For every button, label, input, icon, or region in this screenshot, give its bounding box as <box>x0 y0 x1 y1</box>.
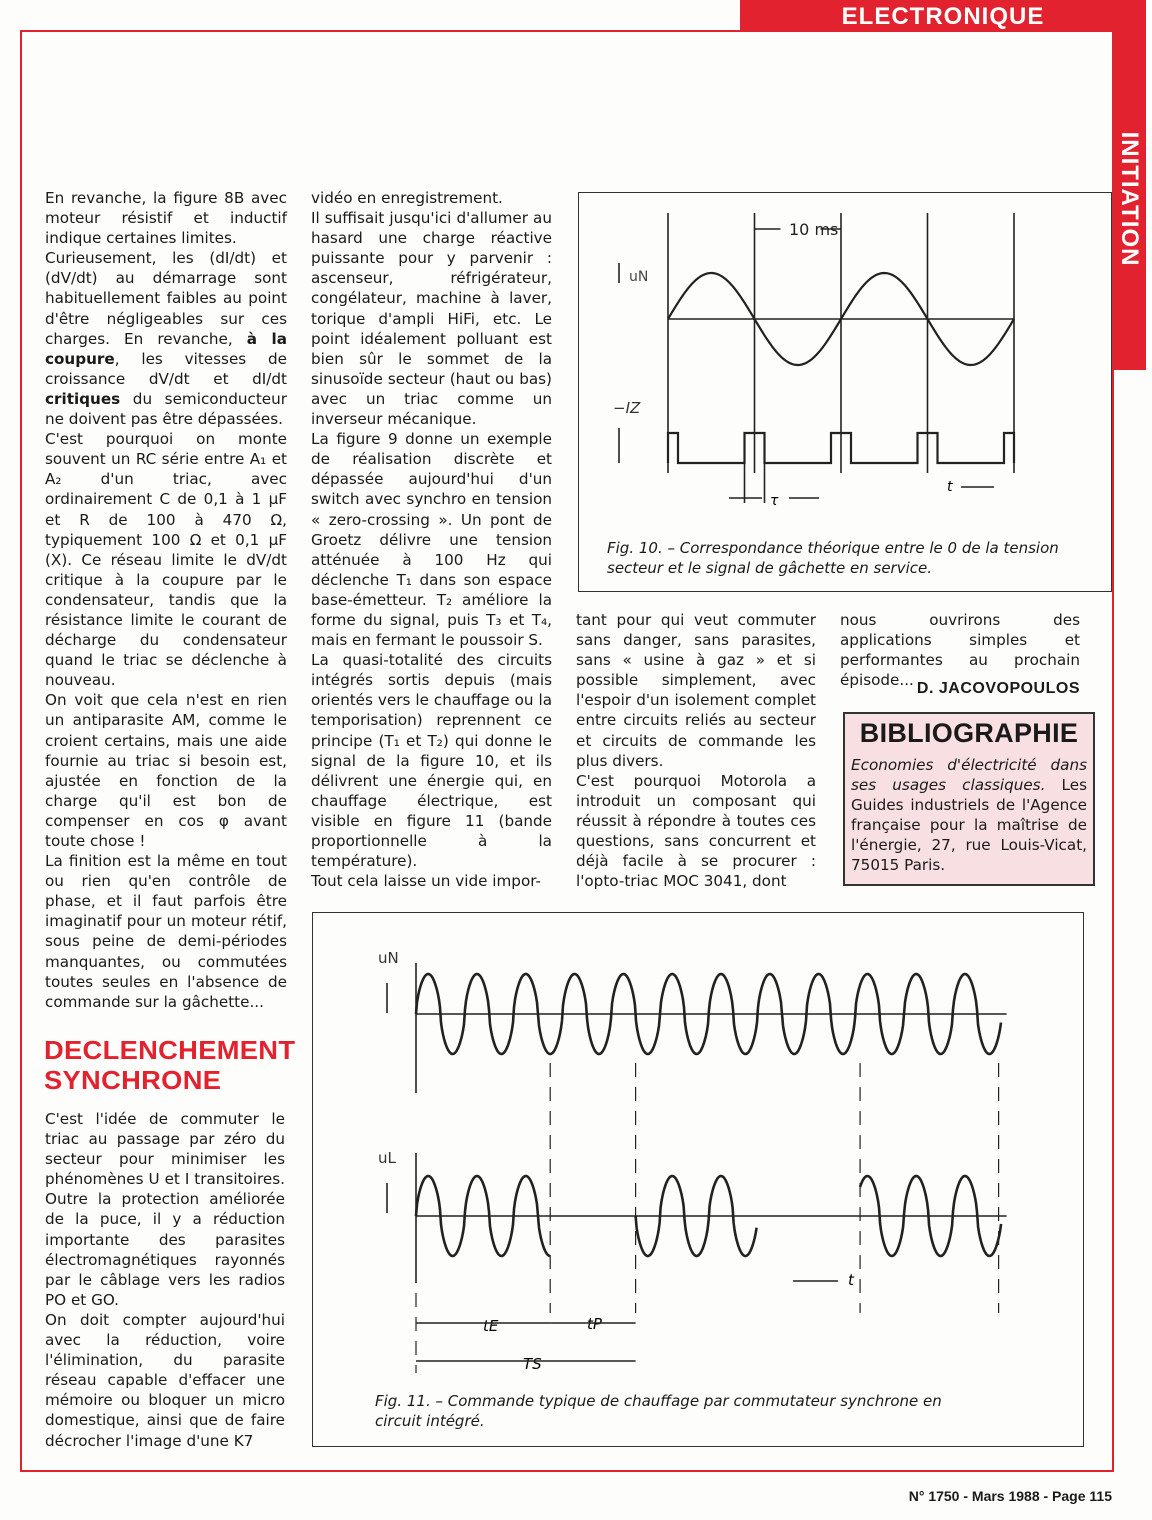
column-3 <box>576 610 816 891</box>
column-2 <box>311 188 552 891</box>
period-label: 10 ms <box>789 220 839 239</box>
paragraph: La finition est la même en tout ou rien qu'en contrôle de phase, et il faut parfois être imaginatif pour un moteur rétif, sous peine de demi-périodes manquantes, ou commutées toutes seules en l'absence de commande sur la gâchette... <box>45 852 287 1011</box>
paragraph: La quasi-totalité des circuits intégrés sortis depuis (mais orientés vers le chauffage ou la temporisation) reprennent ce principe (T₁ et T₂) qui donne le signal de la figure 10, et ils délivrent une énergie qui, en chauffage électrique, est visible en figure 11 (bande proportionnelle à la température). <box>311 651 552 871</box>
bibliography-title: BIBLIOGRAPHIE <box>859 718 1079 748</box>
paragraph: Tout cela laisse un vide impor- <box>311 872 541 891</box>
label-un: uN <box>629 269 649 285</box>
figure-11-diagram <box>313 913 1083 1446</box>
paragraph: tant pour qui veut commuter sans danger, sans parasites, sans « usine à gaz » et si possible simplement, avec l'espoir d'un isolement complet entre circuits reliés au secteur et circuits de commande les plus divers. <box>576 611 816 770</box>
section-heading: DECLENCHEMENT SYNCHRONE <box>44 1035 296 1095</box>
column-4 <box>840 610 1080 690</box>
side-tab <box>1112 30 1146 370</box>
paragraph: C'est l'idée de commuter le triac au passage par zéro du secteur pour minimiser les phénomènes U et I transitoires. Outre la protection améliorée de la puce, il y a réduction importante des parasites électromagnétiques rayonnés par le câblage vers les radios PO et GO. <box>45 1110 285 1309</box>
label-t: t <box>947 479 953 495</box>
section-tab: ELECTRONIQUE <box>740 0 1146 32</box>
label-ul: uL <box>378 1149 396 1167</box>
label-te: tE <box>483 1317 499 1335</box>
label-un: uN <box>378 949 399 967</box>
author: D. JACOVOPOULOS <box>916 680 1080 697</box>
paragraph: nous ouvrirons des applications simples et performantes au prochain épisode... <box>840 611 1080 690</box>
bibliography-box <box>843 712 1095 886</box>
paragraph: Il suffisait jusqu'ici d'allumer au hasard une charge réactive puissante pour y parvenir : ascenseur, réfrigérateur, congélateur, machine à laver, torique d'ampli HiFi, etc. Le point idéalement polluant est bien sûr le sommet de la sinusoïde secteur (haut ou bas) avec un triac comme un inverseur mécanique. <box>311 209 552 429</box>
figure-10-caption: Fig. 10. – Correspondance théorique entre le 0 de la tension secteur et le signal de gâchette en service. <box>607 539 1059 577</box>
label-t: t <box>848 1271 854 1289</box>
paragraph: La figure 9 donne un exemple de réalisation discrète et dépassée aujourd'hui d'un switch avec synchro en tension « zero-crossing ». Un pont de Groetz délivre une tension atténuée à 100 Hz qui déclenche T₁ dans son espace base-émetteur. T₂ améliore la forme du signal, puis T₃ et T₄, mais en fermant le poussoir S. <box>311 430 552 650</box>
paragraph: En revanche, la figure 8B avec moteur résistif et inductif indique certaines limites. <box>45 189 287 248</box>
page-footer: N° 1750 - Mars 1988 - Page 115 <box>908 1488 1112 1504</box>
figure-11-caption: Fig. 11. – Commande typique de chauffage par commutateur synchrone en circuit intégré. <box>375 1392 942 1430</box>
side-tab-label: INITIATION <box>1116 131 1143 267</box>
figure-10-diagram <box>579 193 1111 591</box>
paragraph: C'est pourquoi on monte souvent un RC série entre A₁ et A₂ d'un triac, avec ordinairement C de 0,1 à 1 µF et R de 100 à 470 Ω, typiquement 100 Ω et 0,1 µF (X). Ce réseau limite le dV/dt critique à la coupure par le condensateur, tandis que la résistance limite le courant de décharge du condensateur quand le triac se déclenche à nouveau. <box>45 430 287 690</box>
label-ts: TS <box>523 1355 542 1373</box>
label-tp: tP <box>587 1315 602 1333</box>
bibliography-text: Economies d'électricité dans ses usages classiques. Les Guides industriels de l'Agence française pour la maîtrise de l'énergie, 27, rue Louis-Vicat, 75015 Paris. <box>851 756 1087 874</box>
figure-10 <box>578 192 1112 592</box>
column-1 <box>45 188 287 1012</box>
figure-11 <box>312 912 1084 1447</box>
paragraph: vidéo en enregistrement. <box>311 189 503 207</box>
column-1-lower <box>45 1109 285 1451</box>
label-tau: τ <box>770 493 779 509</box>
paragraph: C'est pourquoi Motorola a introduit un composant qui réussit à répondre à toutes ces questions, sans concurrent et déjà facile à se procurer : l'opto-triac MOC 3041, dont <box>576 771 816 891</box>
paragraph: Curieusement, les (dI/dt) et (dV/dt) au démarrage sont habituellement faibles au point d'être négligeables sur ces charges. En revanche, à la coupure, les vitesses de croissance dV/dt et dI/dt critiques du semiconducteur ne doivent pas être dépassées. <box>45 249 287 429</box>
paragraph: On voit que cela n'est en rien un antiparasite AM, comme le croient certains, mais une aide fournie au triac si besoin est, ajustée en fonction de la charge qu'il est bon de compenser en cos φ avant toute chose ! <box>45 691 287 850</box>
paragraph: On doit compter aujourd'hui avec la réduction, voire l'élimination, du parasite réseau capable d'effacer une mémoire ou bloquer un micro domestique, ainsi que de faire décrocher l'image d'une K7 <box>45 1310 285 1450</box>
label-iz: −IZ <box>613 399 641 417</box>
